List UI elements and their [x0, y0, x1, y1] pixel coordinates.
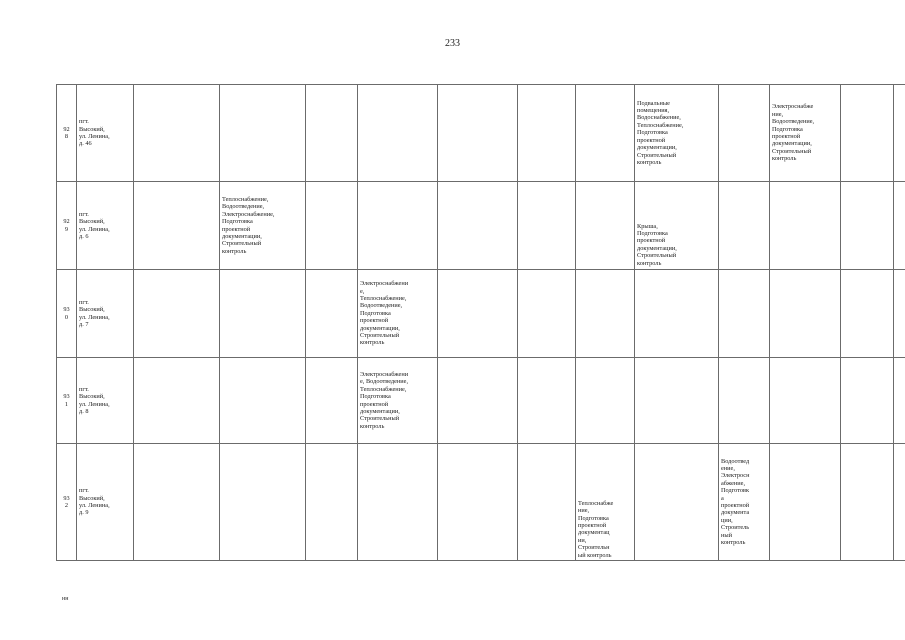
table-row	[57, 85, 905, 182]
table-cell	[518, 85, 576, 182]
row-number: 93 2	[57, 444, 77, 561]
table-cell	[134, 85, 220, 182]
table-cell	[841, 444, 894, 561]
work-types-cell: Электроснабжени е, Водоотведение, Теплоснабжение, Подготовка проектной документации, Строительный контроль	[358, 358, 438, 444]
table-cell	[220, 358, 306, 444]
table-cell	[358, 182, 438, 270]
table-cell	[894, 270, 905, 358]
table-cell	[306, 270, 358, 358]
row-address: пгт. Высокий, ул. Ленина, д. 8	[77, 358, 134, 444]
table-cell	[306, 85, 358, 182]
works-table	[56, 84, 905, 561]
table-cell	[894, 358, 905, 444]
table-cell	[719, 182, 770, 270]
work-types-cell: Водоотвед ение, Электросн абжение, Подготовк а проектной документа ции, Строитель ный контроль	[719, 444, 770, 561]
row-number: 92 9	[57, 182, 77, 270]
table-cell	[306, 444, 358, 561]
page-number: 233	[445, 38, 460, 49]
table-cell	[134, 358, 220, 444]
work-types-cell: Электроснабже ние, Водоотведение, Подготовка проектной документации, Строительный контроль	[770, 85, 841, 182]
table-row	[57, 182, 905, 270]
table-row	[57, 358, 905, 444]
row-number: 92 8	[57, 85, 77, 182]
table-cell	[518, 444, 576, 561]
table-cell	[894, 182, 905, 270]
table-cell	[770, 444, 841, 561]
table-cell	[134, 182, 220, 270]
table-cell	[841, 270, 894, 358]
work-types-cell: Крыша, Подготовка проектной документации, Строительный контроль	[635, 182, 719, 270]
table-cell	[220, 270, 306, 358]
table-cell	[306, 358, 358, 444]
table-cell	[518, 182, 576, 270]
table-cell	[841, 85, 894, 182]
table-cell	[518, 270, 576, 358]
table-cell	[635, 270, 719, 358]
table-cell	[518, 358, 576, 444]
footer-mark: нн	[62, 596, 69, 602]
table-cell	[438, 444, 518, 561]
table-cell	[438, 270, 518, 358]
table-cell	[719, 85, 770, 182]
table-cell	[134, 270, 220, 358]
row-address: пгт. Высокий, ул. Ленина, д. 9	[77, 444, 134, 561]
table-cell	[894, 444, 905, 561]
table-cell	[576, 182, 635, 270]
table-cell	[134, 444, 220, 561]
table-cell	[841, 182, 894, 270]
table-row	[57, 270, 905, 358]
table-cell	[635, 444, 719, 561]
work-types-cell: Теплоснабжение, Водоотведение, Электроснабжение, Подготовка проектной документации, Строительный контроль	[220, 182, 306, 270]
table-row	[57, 444, 905, 561]
table-cell	[576, 85, 635, 182]
table-cell	[576, 358, 635, 444]
table-cell	[894, 85, 905, 182]
table-cell	[358, 85, 438, 182]
table-cell	[438, 358, 518, 444]
row-number: 93 0	[57, 270, 77, 358]
work-types-cell: Подвальные помещения, Водоснабжение, Теплоснабжение, Подготовка проектной документации, Строительный контроль	[635, 85, 719, 182]
table-cell	[220, 85, 306, 182]
table-cell	[220, 444, 306, 561]
table-cell	[841, 358, 894, 444]
table-cell	[770, 182, 841, 270]
table-cell	[635, 358, 719, 444]
table-cell	[438, 182, 518, 270]
work-types-cell: Теплоснабже ние, Подготовка проектной документац ии, Строительн ый контроль	[576, 444, 635, 561]
table-cell	[770, 358, 841, 444]
row-address: пгт. Высокий, ул. Ленина, д. 6	[77, 182, 134, 270]
table-cell	[719, 358, 770, 444]
table-cell	[719, 270, 770, 358]
table-cell	[306, 182, 358, 270]
row-number: 93 1	[57, 358, 77, 444]
table-cell	[770, 270, 841, 358]
table-cell	[438, 85, 518, 182]
work-types-cell: Электроснабжени е, Теплоснабжение, Водоотведение, Подготовка проектной документации, Строительный контроль	[358, 270, 438, 358]
table-cell	[358, 444, 438, 561]
table-cell	[576, 270, 635, 358]
row-address: пгт. Высокий, ул. Ленина, д. 46	[77, 85, 134, 182]
row-address: пгт. Высокий, ул. Ленина, д. 7	[77, 270, 134, 358]
